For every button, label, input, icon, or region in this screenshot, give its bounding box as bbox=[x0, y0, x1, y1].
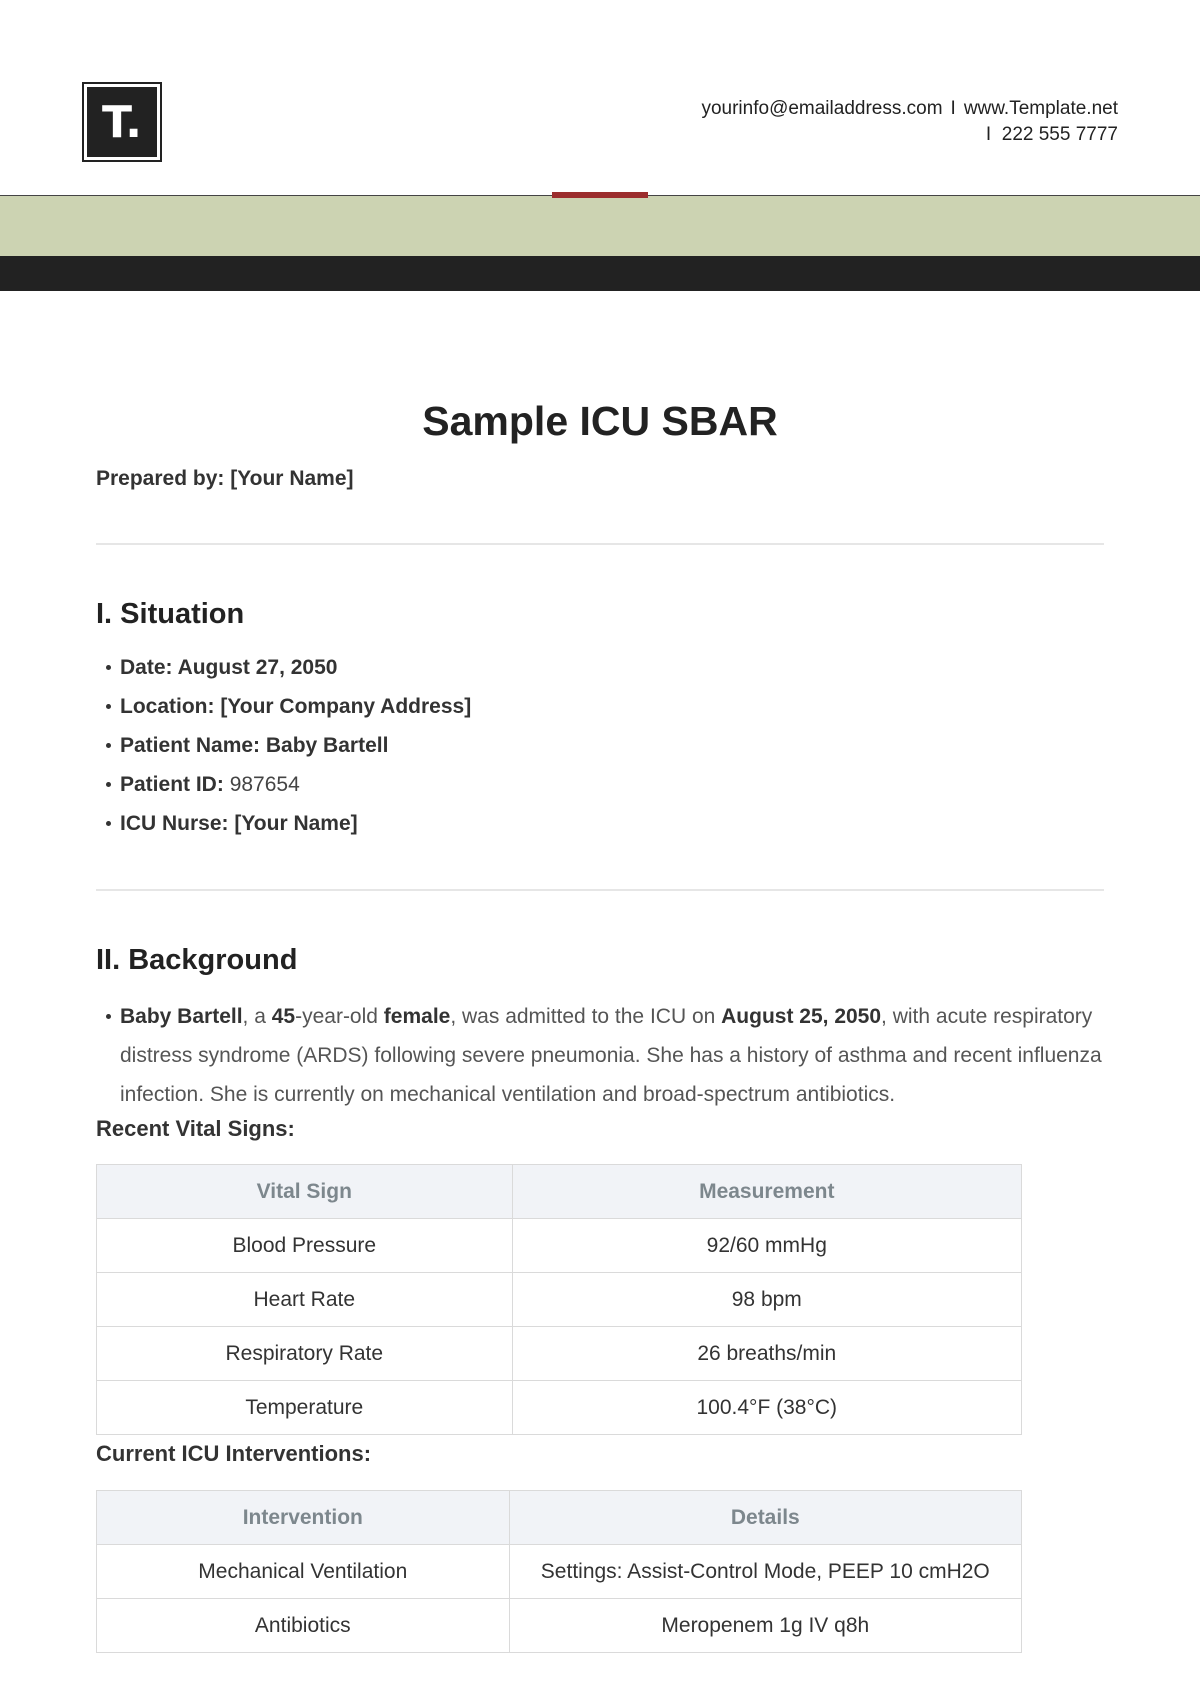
list-item: Patient ID: 987654 bbox=[96, 765, 1104, 804]
list-item: ICU Nurse: [Your Name] bbox=[96, 804, 1104, 843]
document-body bbox=[96, 395, 1104, 1653]
table-row bbox=[97, 1273, 1022, 1327]
table-row bbox=[97, 1599, 1022, 1653]
table-cell: Respiratory Rate bbox=[97, 1327, 513, 1381]
table-row bbox=[97, 1219, 1022, 1273]
section-divider bbox=[96, 889, 1104, 891]
table-header-row bbox=[97, 1491, 1022, 1545]
table-cell: Settings: Assist-Control Mode, PEEP 10 cmH2O bbox=[509, 1545, 1021, 1599]
contact-phone: 222 555 7777 bbox=[1001, 124, 1118, 145]
table-cell: 26 breaths/min bbox=[512, 1327, 1021, 1381]
patient-id-value: 987654 bbox=[229, 773, 300, 796]
background-paragraph: Baby Bartell, a 45-year-old female, was admitted to the ICU on August 25, 2050, with acute respiratory distress syndrome (ARDS) following severe pneumonia. She has a history of asthma and recent influenza infection. She is currently on mechanical ventilation and broad-spectrum antibiotics. bbox=[96, 997, 1104, 1114]
table-row bbox=[97, 1327, 1022, 1381]
contact-email: yourinfo@emailaddress.com bbox=[701, 98, 943, 119]
interventions-heading: Current ICU Interventions: bbox=[96, 1441, 372, 1466]
contact-separator: I bbox=[950, 98, 956, 119]
list-item: Location: [Your Company Address] bbox=[96, 687, 1104, 726]
table-header: Measurement bbox=[512, 1165, 1021, 1219]
table-header: Intervention bbox=[97, 1491, 510, 1545]
background-heading: II. Background bbox=[96, 944, 298, 976]
interventions-table bbox=[96, 1490, 1022, 1653]
section-divider bbox=[96, 543, 1104, 545]
contact-info bbox=[701, 96, 1118, 148]
vitals-heading: Recent Vital Signs: bbox=[96, 1116, 295, 1141]
vitals-table bbox=[96, 1164, 1022, 1435]
header-band-dark bbox=[0, 256, 1200, 291]
table-cell: 92/60 mmHg bbox=[512, 1219, 1021, 1273]
table-cell: Heart Rate bbox=[97, 1273, 513, 1327]
header-accent-red bbox=[552, 192, 648, 198]
prepared-by: Prepared by: [Your Name] bbox=[96, 467, 354, 490]
table-cell: Blood Pressure bbox=[97, 1219, 513, 1273]
table-cell: 100.4°F (38°C) bbox=[512, 1381, 1021, 1435]
table-cell: Meropenem 1g IV q8h bbox=[509, 1599, 1021, 1653]
table-row bbox=[97, 1545, 1022, 1599]
list-item: Date: August 27, 2050 bbox=[96, 648, 1104, 687]
contact-phone-prefix: I bbox=[985, 124, 992, 145]
table-header-row bbox=[97, 1165, 1022, 1219]
header-band-green bbox=[0, 196, 1200, 256]
table-cell: Antibiotics bbox=[97, 1599, 510, 1653]
contact-website: www.Template.net bbox=[963, 98, 1118, 119]
situation-heading: I. Situation bbox=[96, 598, 245, 630]
company-logo bbox=[82, 82, 162, 162]
document-title: Sample ICU SBAR bbox=[422, 398, 778, 444]
table-header: Details bbox=[509, 1491, 1021, 1545]
list-item: Patient Name: Baby Bartell bbox=[96, 726, 1104, 765]
table-cell: Mechanical Ventilation bbox=[97, 1545, 510, 1599]
table-cell: 98 bpm bbox=[512, 1273, 1021, 1327]
table-row bbox=[97, 1381, 1022, 1435]
table-header: Vital Sign bbox=[97, 1165, 513, 1219]
table-cell: Temperature bbox=[97, 1381, 513, 1435]
logo-text: T. bbox=[87, 87, 157, 157]
situation-list bbox=[96, 648, 1104, 843]
